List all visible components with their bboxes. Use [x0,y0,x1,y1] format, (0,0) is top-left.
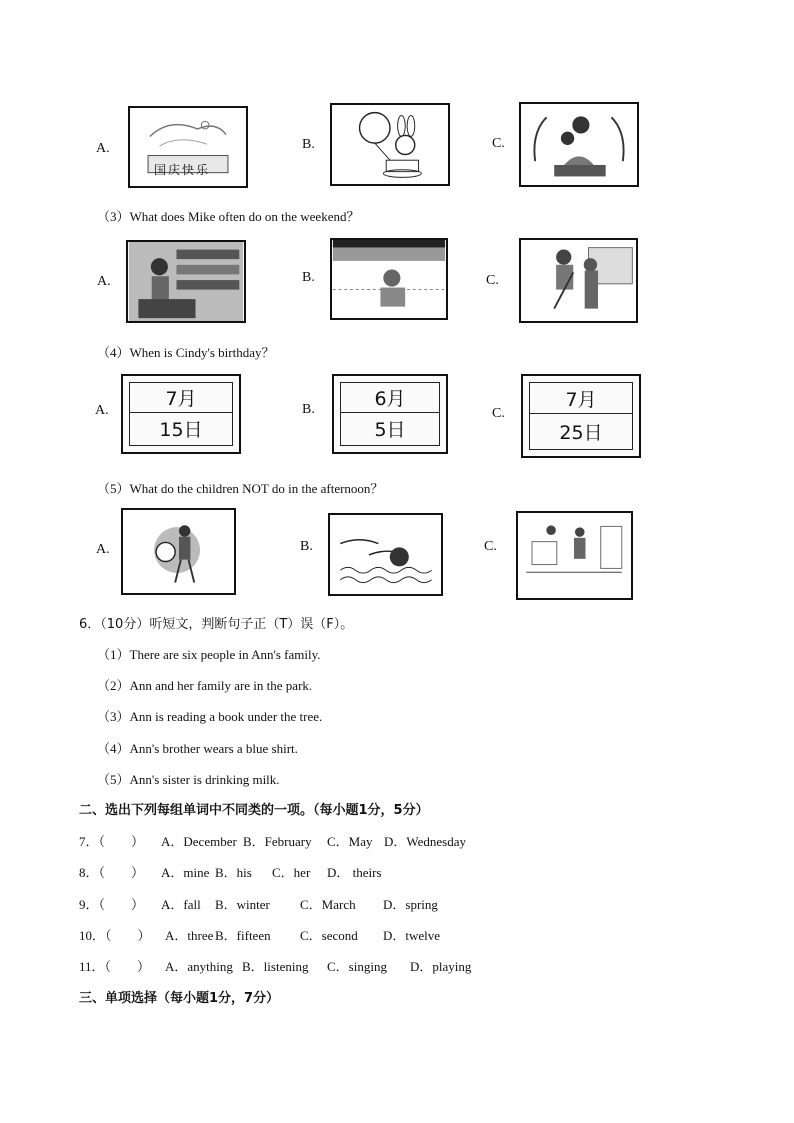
option-b: B．listening [242,959,309,974]
national-day-picture [128,106,248,188]
calendar-day: 15日 [159,418,203,441]
item-number: 11．（ ） [79,959,151,974]
option-letter-b: B. [300,539,313,554]
option-b: B．fifteen [215,928,271,943]
statement-2: （2）Ann and her family are in the park. [97,678,313,693]
statement-5: （5）Ann's sister is drinking milk. [97,772,280,787]
option-letter-c: C. [486,273,499,288]
option-a: A．anything [165,959,233,974]
option-letter-c: C. [484,539,497,554]
shopping-picture [126,240,246,323]
calendar-day: 5日 [374,418,406,441]
option-c: C．second [300,928,358,943]
calendar-month: 6月 [341,383,439,413]
option-c: C．March [300,897,356,912]
option-letter-c: C. [492,136,505,151]
rabbit-balloon-picture [330,103,450,186]
calendar-month: 7月 [130,383,232,413]
picture-caption: 国庆快乐 [154,163,211,177]
option-a: A．December [161,834,237,849]
section-3-heading: 三、单项选择（每小题1分，7分） [79,991,280,1006]
football-picture [121,508,236,595]
question-5: （5）What do the children NOT do in the afternoon？ [97,481,384,496]
option-b: B．his [215,865,252,880]
option-d: D．twelve [383,928,441,943]
item-number: 7．（ ） [79,834,145,849]
item-number: 10．（ ） [79,928,151,943]
calendar-july-25 [521,374,641,458]
section-2-heading: 二、选出下列每组单词中不同类的一项。（每小题1分，5分） [79,803,429,818]
option-a: A．mine [161,865,210,880]
option-c: C．singing [327,959,387,974]
calendar-month: 7月 [530,383,632,414]
classroom-picture [516,511,633,600]
option-letter-b: B. [302,137,315,152]
option-a: A．fall [161,897,201,912]
option-b: B．winter [215,897,270,912]
option-letter-b: B. [302,402,315,417]
option-letter-a: A. [96,542,110,557]
option-d: D．playing [410,959,472,974]
option-letter-b: B. [302,270,315,285]
option-d: D．Wednesday [384,834,466,849]
option-b: B．February [243,834,312,849]
calendar-day: 25日 [559,421,603,444]
item-number: 8．（ ） [79,865,145,880]
option-d: D．spring [383,897,438,912]
calendar-june-5 [332,374,448,454]
statement-4: （4）Ann's brother wears a blue shirt. [97,741,298,756]
option-c: C．her [272,865,311,880]
question-4: （4）When is Cindy's birthday？ [97,345,275,360]
question-6-heading: 6．（10分）听短文，判断句子正（T）误（F）。 [79,617,354,632]
option-letter-c: C. [492,406,505,421]
calendar-july-15 [121,374,241,454]
option-letter-a: A. [95,403,109,418]
statement-3: （3）Ann is reading a book under the tree. [97,709,323,724]
question-3: （3）What does Mike often do on the weekend？ [97,209,360,224]
mother-child-picture [519,102,639,187]
swimming-pool-picture [330,238,448,320]
option-c: C．May [327,834,373,849]
swimming-picture [328,513,443,596]
option-letter-a: A. [97,274,111,289]
item-number: 9．（ ） [79,897,145,912]
statement-1: （1）There are six people in Ann's family. [97,647,321,662]
option-letter-a: A. [96,141,110,156]
sweeping-picture [519,238,638,323]
option-a: A．three [165,928,214,943]
option-d: D． theirs [327,865,382,880]
